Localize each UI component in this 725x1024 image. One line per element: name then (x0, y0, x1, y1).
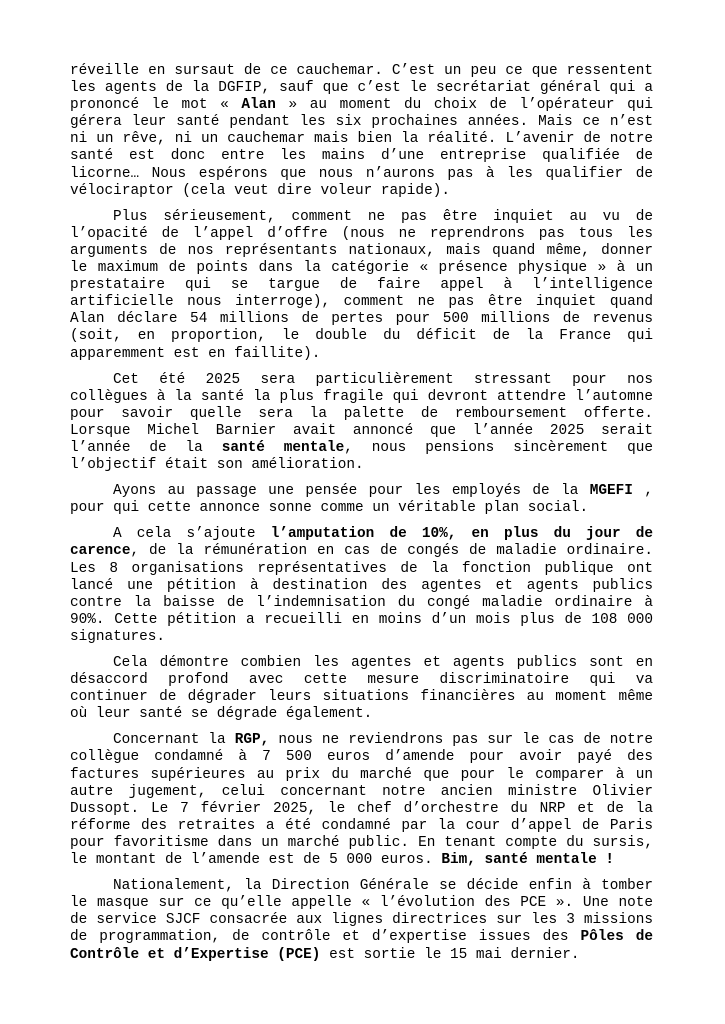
document-page (70, 63, 653, 973)
paragraph-7: Concernant la RGP, nous ne reviendrons pas sur le cas de notre collègue condamné à 7 500 euros d’amende pour avoir payé des factures supérieures au prix du marché que pour le comparer à un autre jugement, celui concernant notre ancien ministre Olivier Dussopt. Le 7 février 2025, le chef d’orchestre du NRP et de la réforme des retraites a été condamné par la cour d’appel de Paris pour favoritisme dans un marché public. En tenant compte du sursis, le montant de l’amende est de 5 000 euros. Bim, santé mentale ! (70, 732, 653, 869)
bold-rgp: RGP, (234, 732, 270, 749)
bold-alan: Alan (241, 97, 276, 114)
bold-pce: Pôles de Contrôle et d’Expertise (PCE) (70, 929, 653, 963)
bold-mgefi: MGEFI (589, 483, 633, 500)
paragraph-4: Ayons au passage une pensée pour les employés de la MGEFI , pour qui cette annonce sonne comme un véritable plan social. (70, 483, 653, 517)
paragraph-5: A cela s’ajoute l’amputation de 10%, en plus du jour de carence, de la rémunération en cas de congés de maladie ordinaire. Les 8 organisations représentatives de la fonction publique ont lancé une pétition à destination des agentes et agents publics contre la baisse de l’indemnisation du congé maladie ordinaire à 90%. Cette pétition a recueilli en moins d’un mois plus de 108 000 signatures. (70, 526, 653, 645)
paragraph-3: Cet été 2025 sera particulièrement stressant pour nos collègues à la santé la plus fragile qui devront attendre l’automne pour savoir quelle sera la palette de remboursement offerte. Lorsque Michel Barnier avait annoncé que l’année 2025 serait l’année de la santé mentale, nous pensions sincèrement que l’objectif était son amélioration. (70, 371, 653, 474)
paragraph-1: réveille en sursaut de ce cauchemar. C’est un peu ce que ressentent les agents de la DGFIP, sauf que c’est le secrétariat général qui a prononcé le mot « Alan » au moment du choix de l’opérateur qui gérera leur santé pendant les six prochaines années. Mais ce n’est ni un rêve, ni un cauchemar mais bien la réalité. L’avenir de notre santé est donc entre les mains d’une entreprise qualifiée de licorne… Nous espérons que nous n’aurons pas à les qualifier de vélociraptor (cela veut dire voleur rapide). (70, 63, 653, 199)
bold-sante-mentale: santé mentale (221, 439, 345, 456)
paragraph-2: Plus sérieusement, comment ne pas être inquiet au vu de l’opacité de l’appel d’offre (nous ne reprendrons pas tous les arguments de nos représentants nationaux, mais quand même, donner le maximum de points dans la catégorie « présence physique » à un prestataire qui se targue de faire appel à l’intelligence artificielle nous interroge), comment ne pas être inquiet quand Alan déclare 54 millions de pertes pour 500 millions de revenus (soit, en proportion, le double du déficit de la France qui apparemment est en faillite). (70, 208, 653, 362)
paragraph-6: Cela démontre combien les agentes et agents publics sont en désaccord profond avec cette mesure discriminatoire qui va continuer de dégrader leurs situations financières au moment même où leur santé se dégrade également. (70, 655, 653, 723)
bold-amputation: l’amputation de 10%, en plus du jour de carence (70, 526, 653, 560)
paragraph-8: Nationalement, la Direction Générale se décide enfin à tomber le masque sur ce qu’elle appelle « l’évolution des PCE ». Une note de service SJCF consacrée aux lignes directrices sur les 3 missions de programmation, de contrôle et d’expertise issues des Pôles de Contrôle et d’Expertise (PCE) est sortie le 15 mai dernier. (70, 878, 653, 963)
bold-bim-sante-mentale: Bim, santé mentale ! (441, 852, 615, 869)
